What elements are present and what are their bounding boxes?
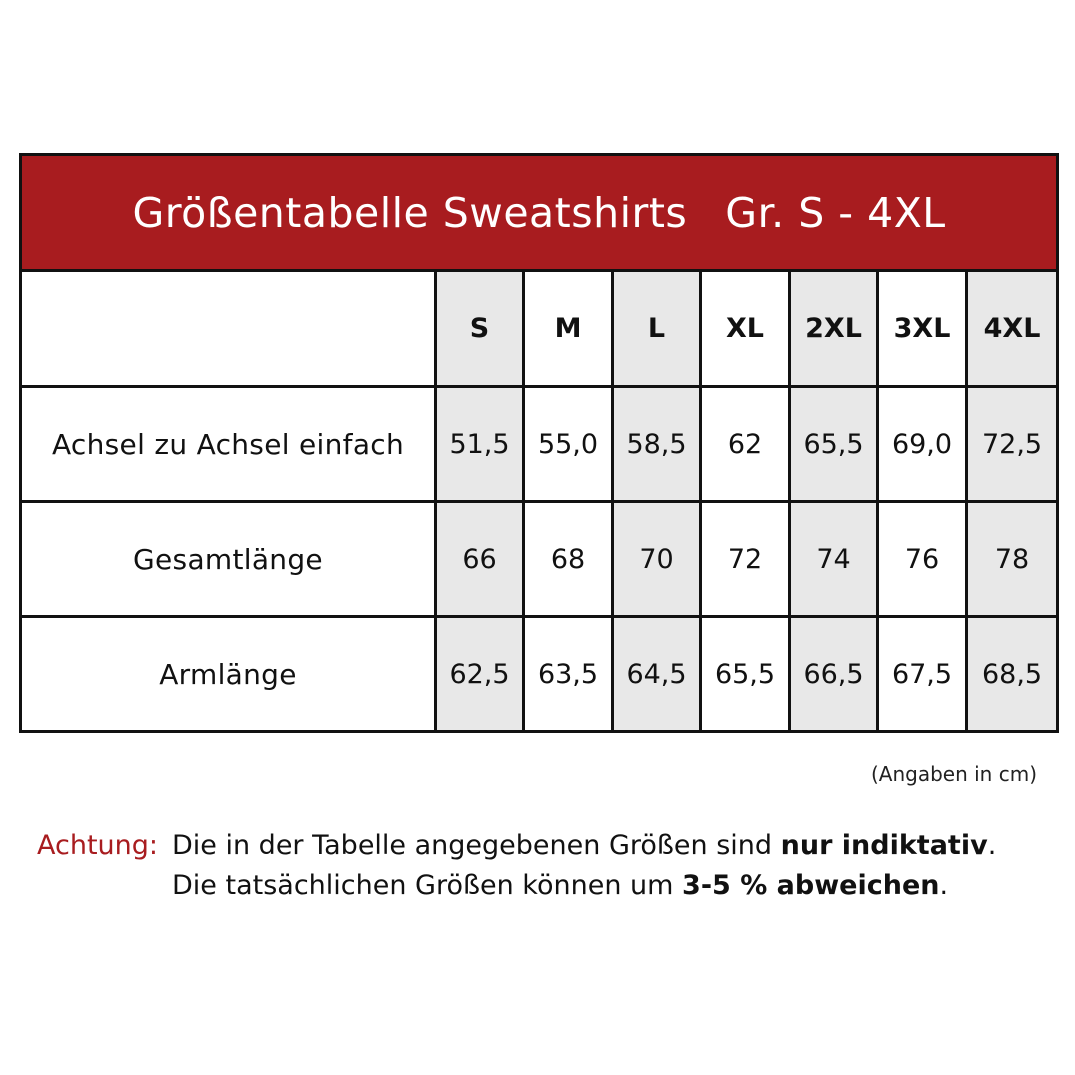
value-cell: 72,5 [967,387,1058,502]
notice-text: Die tatsächlichen Größen können um [172,870,683,901]
table-row [21,617,1058,732]
notice-label: Achtung: [37,830,158,861]
unit-note: (Angaben in cm) [870,762,1037,786]
size-header-cell: 4XL [967,271,1058,387]
value-cell: 55,0 [524,387,613,502]
value-cell: 62,5 [436,617,524,732]
notice-emphasis: nur indiktativ [780,830,988,861]
notice-punctuation: . [987,830,997,861]
size-header-cell: 2XL [790,271,878,387]
table-title [21,155,1058,271]
value-cell: 63,5 [524,617,613,732]
title-main: Größentabelle Sweatshirts [132,188,688,237]
value-cell: 78 [967,502,1058,617]
size-header-cell: XL [701,271,790,387]
notice-line-1 [37,826,996,866]
value-cell: 66 [436,502,524,617]
size-header-cell: M [524,271,613,387]
table-row [21,387,1058,502]
value-cell: 62 [701,387,790,502]
value-cell: 70 [613,502,701,617]
value-cell: 66,5 [790,617,878,732]
title-row [21,155,1058,271]
row-label: Achsel zu Achsel einfach [21,387,436,502]
notice [37,826,996,906]
value-cell: 51,5 [436,387,524,502]
value-cell: 72 [701,502,790,617]
row-label: Armlänge [21,617,436,732]
header-corner-cell [21,271,436,387]
value-cell: 68,5 [967,617,1058,732]
size-header-row [21,271,1058,387]
title-range: Gr. S - 4XL [725,188,946,237]
size-header-cell: S [436,271,524,387]
value-cell: 68 [524,502,613,617]
table-row [21,502,1058,617]
value-cell: 67,5 [878,617,967,732]
value-cell: 64,5 [613,617,701,732]
value-cell: 65,5 [790,387,878,502]
size-header-cell: L [613,271,701,387]
value-cell: 65,5 [701,617,790,732]
notice-text: Die in der Tabelle angegebenen Größen sind [172,830,781,861]
value-cell: 76 [878,502,967,617]
value-cell: 74 [790,502,878,617]
size-header-cell: 3XL [878,271,967,387]
notice-punctuation: . [939,870,949,901]
value-cell: 58,5 [613,387,701,502]
notice-emphasis: 3-5 % abweichen [682,870,940,901]
value-cell: 69,0 [878,387,967,502]
notice-line-2 [37,866,996,906]
size-table [19,153,1059,733]
row-label: Gesamtlänge [21,502,436,617]
